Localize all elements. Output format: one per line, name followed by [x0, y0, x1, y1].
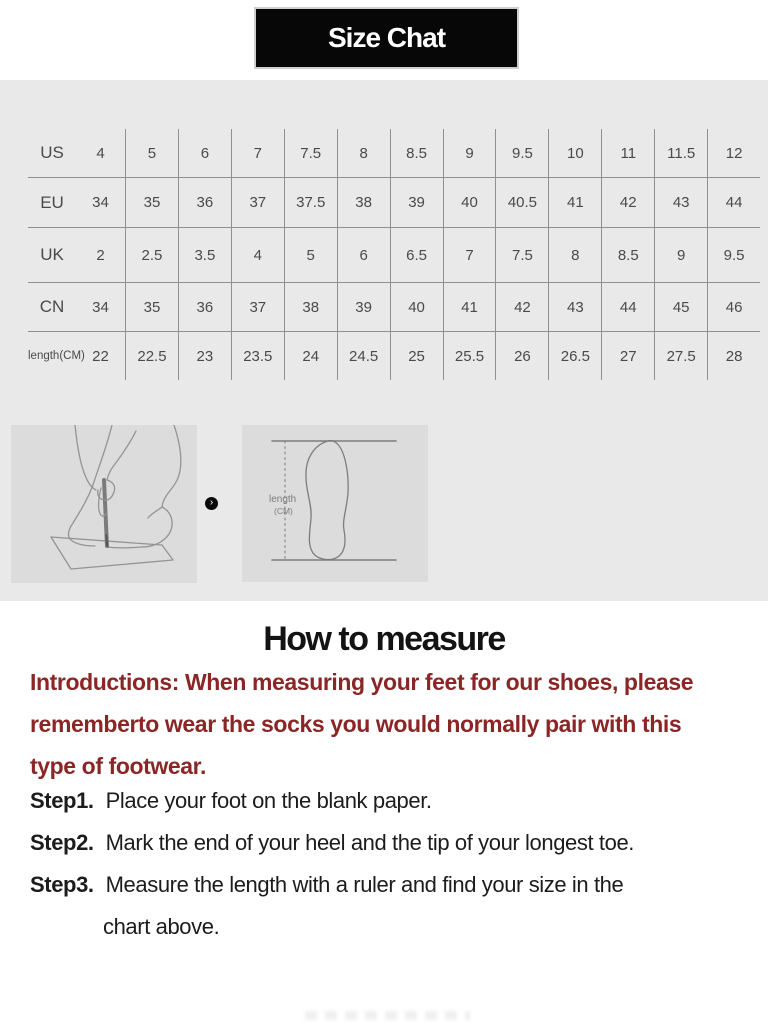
size-value-cell: 37	[231, 178, 284, 227]
step-text: Mark the end of your heel and the tip of your longest toe.	[105, 830, 634, 855]
size-value: 34	[92, 298, 109, 316]
intro-line: type of footwear.	[30, 753, 206, 779]
size-value-cell: 41	[548, 178, 601, 227]
table-row	[28, 283, 760, 332]
length-illustration-panel	[242, 425, 428, 582]
table-row	[28, 332, 760, 380]
size-value: 34	[92, 194, 109, 211]
size-value-cell: 11	[601, 129, 654, 177]
step-text: Place your foot on the blank paper.	[105, 788, 432, 813]
size-value-cell: 38	[284, 283, 337, 331]
size-value-cell: 40	[390, 283, 443, 331]
size-value-cell: 42	[495, 283, 548, 331]
size-value-cell: 9	[654, 228, 707, 282]
table-label-cell	[28, 178, 125, 227]
step-label: Step3.	[30, 872, 94, 897]
table-row	[28, 129, 760, 178]
size-value-cell: 6	[337, 228, 390, 282]
size-value: 22	[92, 347, 109, 365]
size-value-cell: 43	[654, 178, 707, 227]
page-title: Size Chat	[327, 22, 446, 53]
size-value-cell: 8	[548, 228, 601, 282]
intro-line: Introductions: When measuring your feet for our shoes, please	[30, 669, 694, 695]
size-value-cell: 44	[707, 178, 760, 227]
length-label: length	[269, 494, 297, 505]
cutoff-text-fragment	[305, 1011, 470, 1020]
size-value-cell: 42	[601, 178, 654, 227]
size-value-cell: 35	[125, 283, 178, 331]
size-value-cell: 27.5	[654, 332, 707, 380]
table-row	[28, 228, 760, 283]
size-value-cell: 36	[178, 283, 231, 331]
size-value-cell: 23	[178, 332, 231, 380]
size-value-cell: 27	[601, 332, 654, 380]
size-value-cell: 43	[548, 283, 601, 331]
size-value-cell: 23.5	[231, 332, 284, 380]
table-row	[28, 178, 760, 228]
size-value-cell: 35	[125, 178, 178, 227]
size-value-cell: 8	[337, 129, 390, 177]
size-value-cell: 2.5	[125, 228, 178, 282]
intro-line: rememberto wear the socks you would normally pair with this	[30, 711, 682, 737]
size-value-cell: 6	[178, 129, 231, 177]
step-text: Measure the length with a ruler and find your size in the	[105, 872, 624, 897]
size-value-cell: 38	[337, 178, 390, 227]
size-value-cell: 25.5	[443, 332, 496, 380]
arrow-icon: ›	[205, 497, 218, 510]
size-value-cell: 6.5	[390, 228, 443, 282]
size-value-cell: 8.5	[601, 228, 654, 282]
size-value-cell: 11.5	[654, 129, 707, 177]
title-banner	[254, 7, 519, 69]
measure-illustration-panel	[11, 425, 197, 583]
size-value-cell: 5	[284, 228, 337, 282]
size-value-cell: 26	[495, 332, 548, 380]
size-value-cell: 24	[284, 332, 337, 380]
foot-length-illustration	[242, 425, 428, 582]
step-line	[30, 780, 760, 822]
size-table	[28, 129, 760, 380]
size-value-cell: 36	[178, 178, 231, 227]
size-value-cell: 9.5	[707, 228, 760, 282]
size-value: 4	[96, 144, 105, 162]
size-value-cell: 5	[125, 129, 178, 177]
size-value-cell: 10	[548, 129, 601, 177]
step-line	[30, 864, 760, 906]
size-value-cell: 3.5	[178, 228, 231, 282]
size-value-cell: 12	[707, 129, 760, 177]
size-value-cell: 7.5	[495, 228, 548, 282]
size-value-cell: 22.5	[125, 332, 178, 380]
size-value-cell: 39	[337, 283, 390, 331]
table-label-cell	[28, 129, 125, 177]
size-value-cell: 4	[231, 228, 284, 282]
size-value-cell: 28	[707, 332, 760, 380]
step-label: Step1.	[30, 788, 94, 813]
size-value-cell: 24.5	[337, 332, 390, 380]
how-to-measure-heading: How to measure	[263, 620, 505, 658]
size-value-cell: 37	[231, 283, 284, 331]
step-label: Step2.	[30, 830, 94, 855]
size-value-cell: 7	[443, 228, 496, 282]
size-value-cell: 46	[707, 283, 760, 331]
size-value-cell: 7	[231, 129, 284, 177]
size-value-cell: 25	[390, 332, 443, 380]
size-value-cell: 41	[443, 283, 496, 331]
row-label: CN	[39, 297, 65, 316]
size-chart-section	[0, 80, 768, 601]
size-value-cell: 7.5	[284, 129, 337, 177]
table-label-cell	[28, 228, 125, 282]
size-value-cell: 8.5	[390, 129, 443, 177]
size-value: 2	[96, 246, 105, 264]
length-unit-label: (CM)	[274, 506, 293, 516]
size-value-cell: 26.5	[548, 332, 601, 380]
size-value-cell: 9.5	[495, 129, 548, 177]
size-value-cell: 37.5	[284, 178, 337, 227]
foot-marking-illustration	[11, 425, 197, 583]
steps-list	[30, 780, 760, 948]
size-value-cell: 45	[654, 283, 707, 331]
step-text-continued: chart above.	[103, 914, 220, 939]
size-value-cell: 40	[443, 178, 496, 227]
row-label: length(CM)	[28, 350, 85, 362]
table-label-cell	[28, 332, 125, 380]
size-value-cell: 40.5	[495, 178, 548, 227]
row-label: US	[40, 143, 64, 162]
size-value-cell: 39	[390, 178, 443, 227]
size-value-cell: 9	[443, 129, 496, 177]
intro-paragraph	[30, 661, 760, 787]
step-line	[30, 822, 760, 864]
size-value-cell: 44	[601, 283, 654, 331]
row-label: UK	[40, 245, 64, 264]
row-label: EU	[40, 192, 64, 212]
table-label-cell	[28, 283, 125, 331]
